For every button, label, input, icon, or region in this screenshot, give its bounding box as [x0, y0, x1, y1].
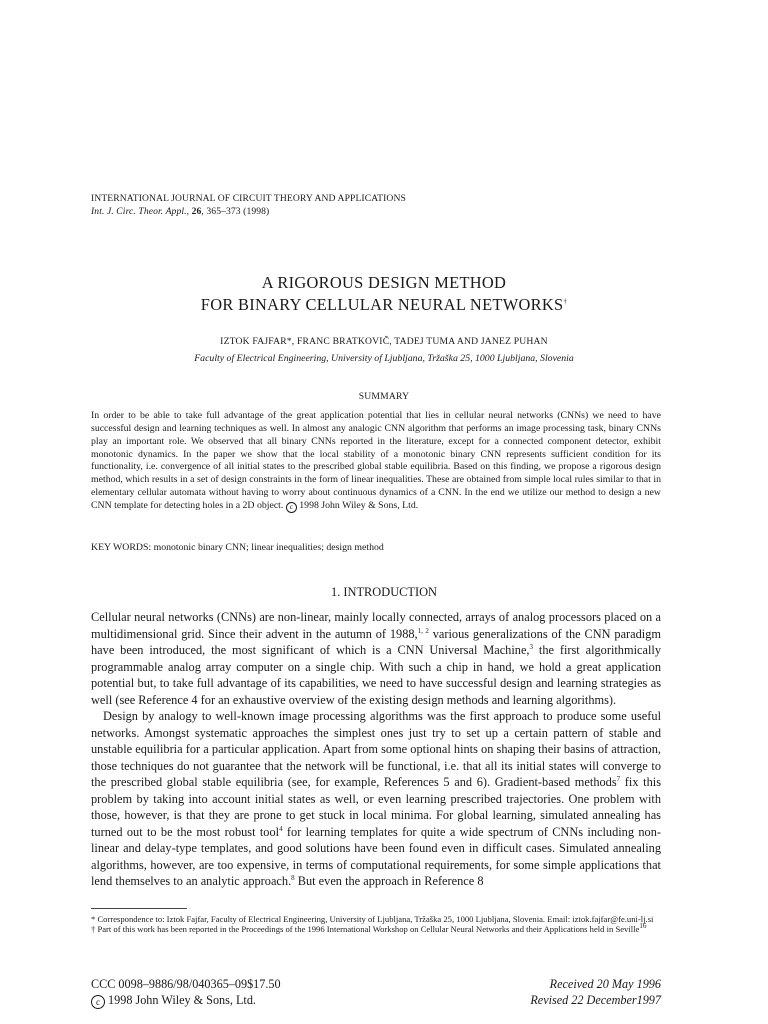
copyright-icon: c — [286, 502, 297, 513]
footnotes — [91, 914, 661, 935]
summary-heading: SUMMARY — [358, 391, 410, 402]
paper-title — [0, 272, 768, 316]
keywords: KEY WORDS: monotonic binary CNN; linear inequalities; design method — [91, 542, 384, 553]
title-line-2-wrap — [0, 294, 768, 316]
received-dates — [530, 977, 661, 1008]
body-text — [91, 609, 661, 890]
paragraph-2: Design by analogy to well-known image processing algorithms was the first approach to produce some useful networks. Amongst systematic approaches the simplest ones just try to set up a certain pattern of stable and unstable equilibria for a particular application. Apart from some optional hints on shaping their basins of attraction, those techniques do not guarantee that the network will be functional, i.e. that all its initial states will converge to the prescribed global stable equilibria (see, for example, References 5 and 6). Gradient-based methods$^7$ fix this problem by taking into account initial states as well, or even learning prescribed trajectories. One problem with those, however, is that they are prone to get stuck in local minima. For global learning, simulated annealing has turned out to be the most robust tool$^4$ for learning templates for quite a wide spectrum of CNNs including non-linear and delay-type templates, and good solutions have been found even in difficult cases. Simulated annealing algorithms, however, are too expensive, in terms of computational requirements, for some simple applications that lend themselves to an analytic approach.$^8$ But even the approach in Reference 8 — [91, 709, 662, 888]
title-line-2: FOR BINARY CELLULAR NEURAL NETWORKS — [200, 295, 564, 314]
journal-name: INTERNATIONAL JOURNAL OF CIRCUIT THEORY AND APPLICATIONS — [91, 193, 406, 204]
citation-ref: 4 — [279, 824, 283, 833]
copyright-icon: c — [91, 995, 105, 1009]
ccc-code: CCC 0098–9886/98/040365–09$17.50 — [91, 977, 281, 991]
footnote-divider — [91, 908, 187, 909]
citation-ref: 7 — [616, 774, 621, 783]
journal-header — [91, 193, 406, 218]
citation-volume: 26 — [191, 205, 202, 217]
title-line-1: A RIGOROUS DESIGN METHOD — [261, 273, 507, 292]
author-list: IZTOK FAJFAR*, FRANC BRATKOVIČ, TADEJ TUMA AND JANEZ PUHAN — [220, 336, 548, 347]
section-heading: 1. INTRODUCTION — [331, 585, 437, 599]
citation-ref: 1, 2 — [417, 626, 429, 635]
revised-date: Revised 22 December1997 — [530, 992, 661, 1007]
paragraph-1: Cellular neural networks (CNNs) are non-linear, mainly locally connected, arrays of analog processors placed on a multidimensional grid. Since their advent in the autumn of 1988,$^{1, 2}$ various generalizations of the CNN paradigm have been introduced, the most significant of which is a CNN Universal Machine,$^3$ the first algorithmically programmable analog array computer on a single chip. With such a chip in hand, we hold a great application potential but, to take full advantage of its capabilities, we need to have successful design and learning strategies as well (see Reference 4 for an exhaustive overview of the existing design methods and learning algorithms). — [91, 610, 662, 707]
citation-pages: , 365–373 (1998) — [201, 205, 270, 217]
abstract-text: In order to be able to take full advantage of the great application potential that lies in cellular neural networks (CNNs) we need to have successful design and learning techniques as well. In almost any analogic CNN algorithm that performs an image processing task, binary CNNs play an important role. We observed that all binary CNNs reported in the literature, except for a connected component detector, exhibit monotonic dynamics. In the paper we show that the local stability of a monotonic binary CNN represents sufficient condition for its functionality, i.e. convergence of all initial states to the prescribed global stable equilibria. Based on this finding, we propose a rigorous design method, which results in a set of design constraints in the form of linear inequalities. These are obtained from simple local rules similar to that in elementary cellular automata without having to worry about continuous dynamics of a CNN. In the end we utilize our method to design a new CNN template for detecting holes in a 2D object. — [91, 410, 661, 511]
title-dagger: † — [563, 297, 568, 306]
citation-ref: 8 — [291, 873, 295, 882]
footnote-correspondence: * Correspondence to: Iztok Fajfar, Faculty of Electrical Engineering, University of Ljubljana, Tržaška 25, 1000 Ljubljana, Slovenia. Email: iztok.fajfar@fe.uni-lj.si — [91, 914, 654, 924]
abstract — [91, 410, 661, 513]
citation-prefix: Int. J. Circ. Theor. Appl. — [91, 205, 187, 217]
citation-ref: 16 — [639, 922, 647, 931]
abstract-copyright: 1998 John Wiley & Sons, Ltd. — [299, 499, 419, 511]
journal-citation: Int. J. Circ. Theor. Appl., 26, 365–373 (1998) — [91, 205, 270, 217]
bottom-copyright: c 1998 John Wiley & Sons, Ltd. — [91, 993, 281, 1009]
citation-ref: 3 — [529, 642, 534, 651]
footnote-dagger: † Part of this work has been reported in the Proceedings of the 1996 International Workshop on Cellular Neural Networks and their Applications held in Seville$^{16}$ — [91, 922, 647, 935]
received-date: Received 20 May 1996 — [549, 977, 661, 991]
publication-info — [91, 977, 281, 1009]
affiliation: Faculty of Electrical Engineering, University of Ljubljana, Tržaška 25, 1000 Ljubljana, Slovenia — [194, 353, 574, 364]
